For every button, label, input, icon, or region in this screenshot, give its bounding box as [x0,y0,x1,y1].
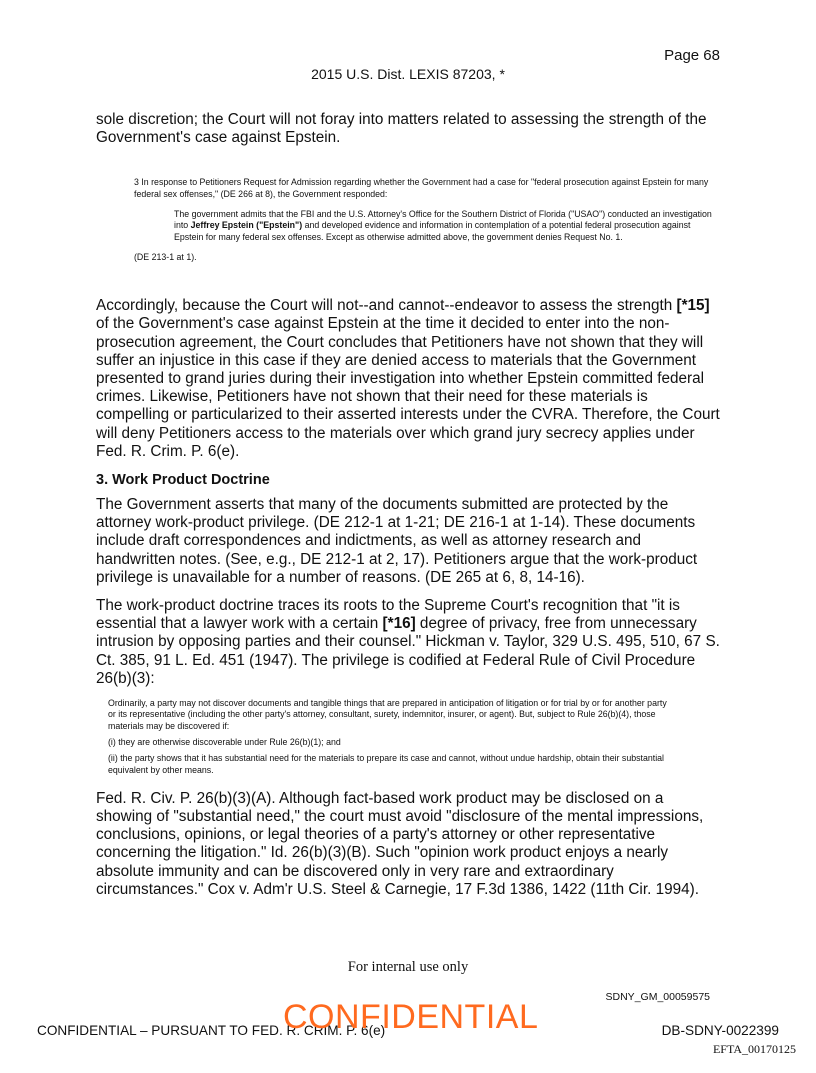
footnote-intro: 3 In response to Petitioners Request for Admission regarding whether the Government had a case for "federal prosecution against Epstein for many federal sex offenses," (DE 266 at 8), the Government responded: [134,177,709,199]
paragraph-4: The work-product doctrine traces its roots to the Supreme Court's recognition that "it is essential that a lawyer work with a certain [*16] degree of privacy, free from unnecessary intrusion by opposing parties and their counsel." Hickman v. Taylor, 329 U.S. 495, 510, 67 S. Ct. 385, 91 L. Ed. 451 (1947). The privilege is codified at Federal Rule of Civil Procedure 26(b)(3): [96,597,720,687]
paragraph-2: Accordingly, because the Court will not--and cannot--endeavor to assess the strength [*15] of the Government's case against Epstein at the time it decided to enter into the non-prosecution agreement, the Court concludes that Petitioners have not shown that they will suffer an injustice in this case if they are denied access to materials that the Government presented to grand juries during their investigation into whether Epstein committed federal crimes. Likewise, Petitioners have not shown that their need for these materials is compelling or particularized to their asserted interests under the CVRA. Therefore, the Court will deny Petitioners access to the materials over which grand jury secrecy applies under Fed. R. Crim. P. 6(e). [96,297,720,460]
blockquote-para: (i) they are otherwise discoverable under Rule 26(b)(1); and [108,736,341,747]
blockquote-para: Ordinarily, a party may not discover documents and tangible things that are prepared in anticipation of litigation or for trial by or for another party or its representative (including the other party's attorney, consultant, surety, indemnitor, insurer, or agent). But, subject to Rule 26(b)(4), those materials may be discovered if: [108,698,667,731]
blockquote-para: (ii) the party shows that it has substantial need for the materials to prepare its case and cannot, without undue hardship, obtain their substantial equivalent by other means. [108,753,664,775]
case-citation: 2015 U.S. Dist. LEXIS 87203, * [311,66,505,82]
page-marker-15: [*15] [676,297,710,315]
footnote-3 [134,177,722,263]
footnote-quote-bold: Jeffrey Epstein ("Epstein") [190,220,303,231]
bates-number-db: DB-SDNY-0022399 [661,1023,779,1038]
page-marker-16: [*16] [382,615,416,633]
confidentiality-footer: CONFIDENTIAL – PURSUANT TO FED. R. CRIM. P. 6(e) [37,1023,386,1038]
section-heading: 3. Work Product Doctrine [96,472,270,489]
confidential-stamp: CONFIDENTIAL [283,998,539,1036]
bates-number-sdny: SDNY_GM_00059575 [605,991,710,1003]
paragraph-5: Fed. R. Civ. P. 26(b)(3)(A). Although fact-based work product may be disclosed on a showing of "substantial need," the court must avoid "disclosure of the mental impressions, conclusions, opinions, or legal theories of a party's attorney or other representative concerning the litigation." Id. 26(b)(3)(B). Such "opinion work product enjoys a nearly absolute immunity and can be discovered only in very rare and extraordinary circumstances." Cox v. Adm'r U.S. Steel & Carnegie, 17 F.3d 1386, 1422 (11th Cir. 1994). [96,789,704,898]
page-number: Page 68 [664,47,720,64]
document-body [96,111,722,909]
paragraph-1: sole discretion; the Court will not foray into matters related to assessing the strength of the Government's case against Epstein. [96,111,707,147]
footnote-cite: (DE 213-1 at 1). [134,251,197,262]
efta-number: EFTA_00170125 [712,1042,796,1056]
rule-blockquote [108,698,668,776]
footnote-quote: The government admits that the FBI and the U.S. Attorney's Office for the Southern District of Florida ("USAO") conducted an investigation into Jeffrey Epstein ("Epstein") and developed evidence and information in contemplation of a potential federal prosecution against Epstein for many federal sex offenses. Except as otherwise admitted above, the government denies Request No. 1. [174,209,712,242]
paragraph-3: The Government asserts that many of the documents submitted are protected by the attorney work-product privilege. (DE 212-1 at 1-21; DE 216-1 at 1-14). These documents include draft correspondences and indictments, as well as attorney research and handwritten notes. (See, e.g., DE 212-1 at 2, 17). Petitioners argue that the work-product privilege is unavailable for a number of reasons. (DE 265 at 6, 8, 14-16). [96,496,698,586]
internal-use-notice: For internal use only [347,959,469,975]
